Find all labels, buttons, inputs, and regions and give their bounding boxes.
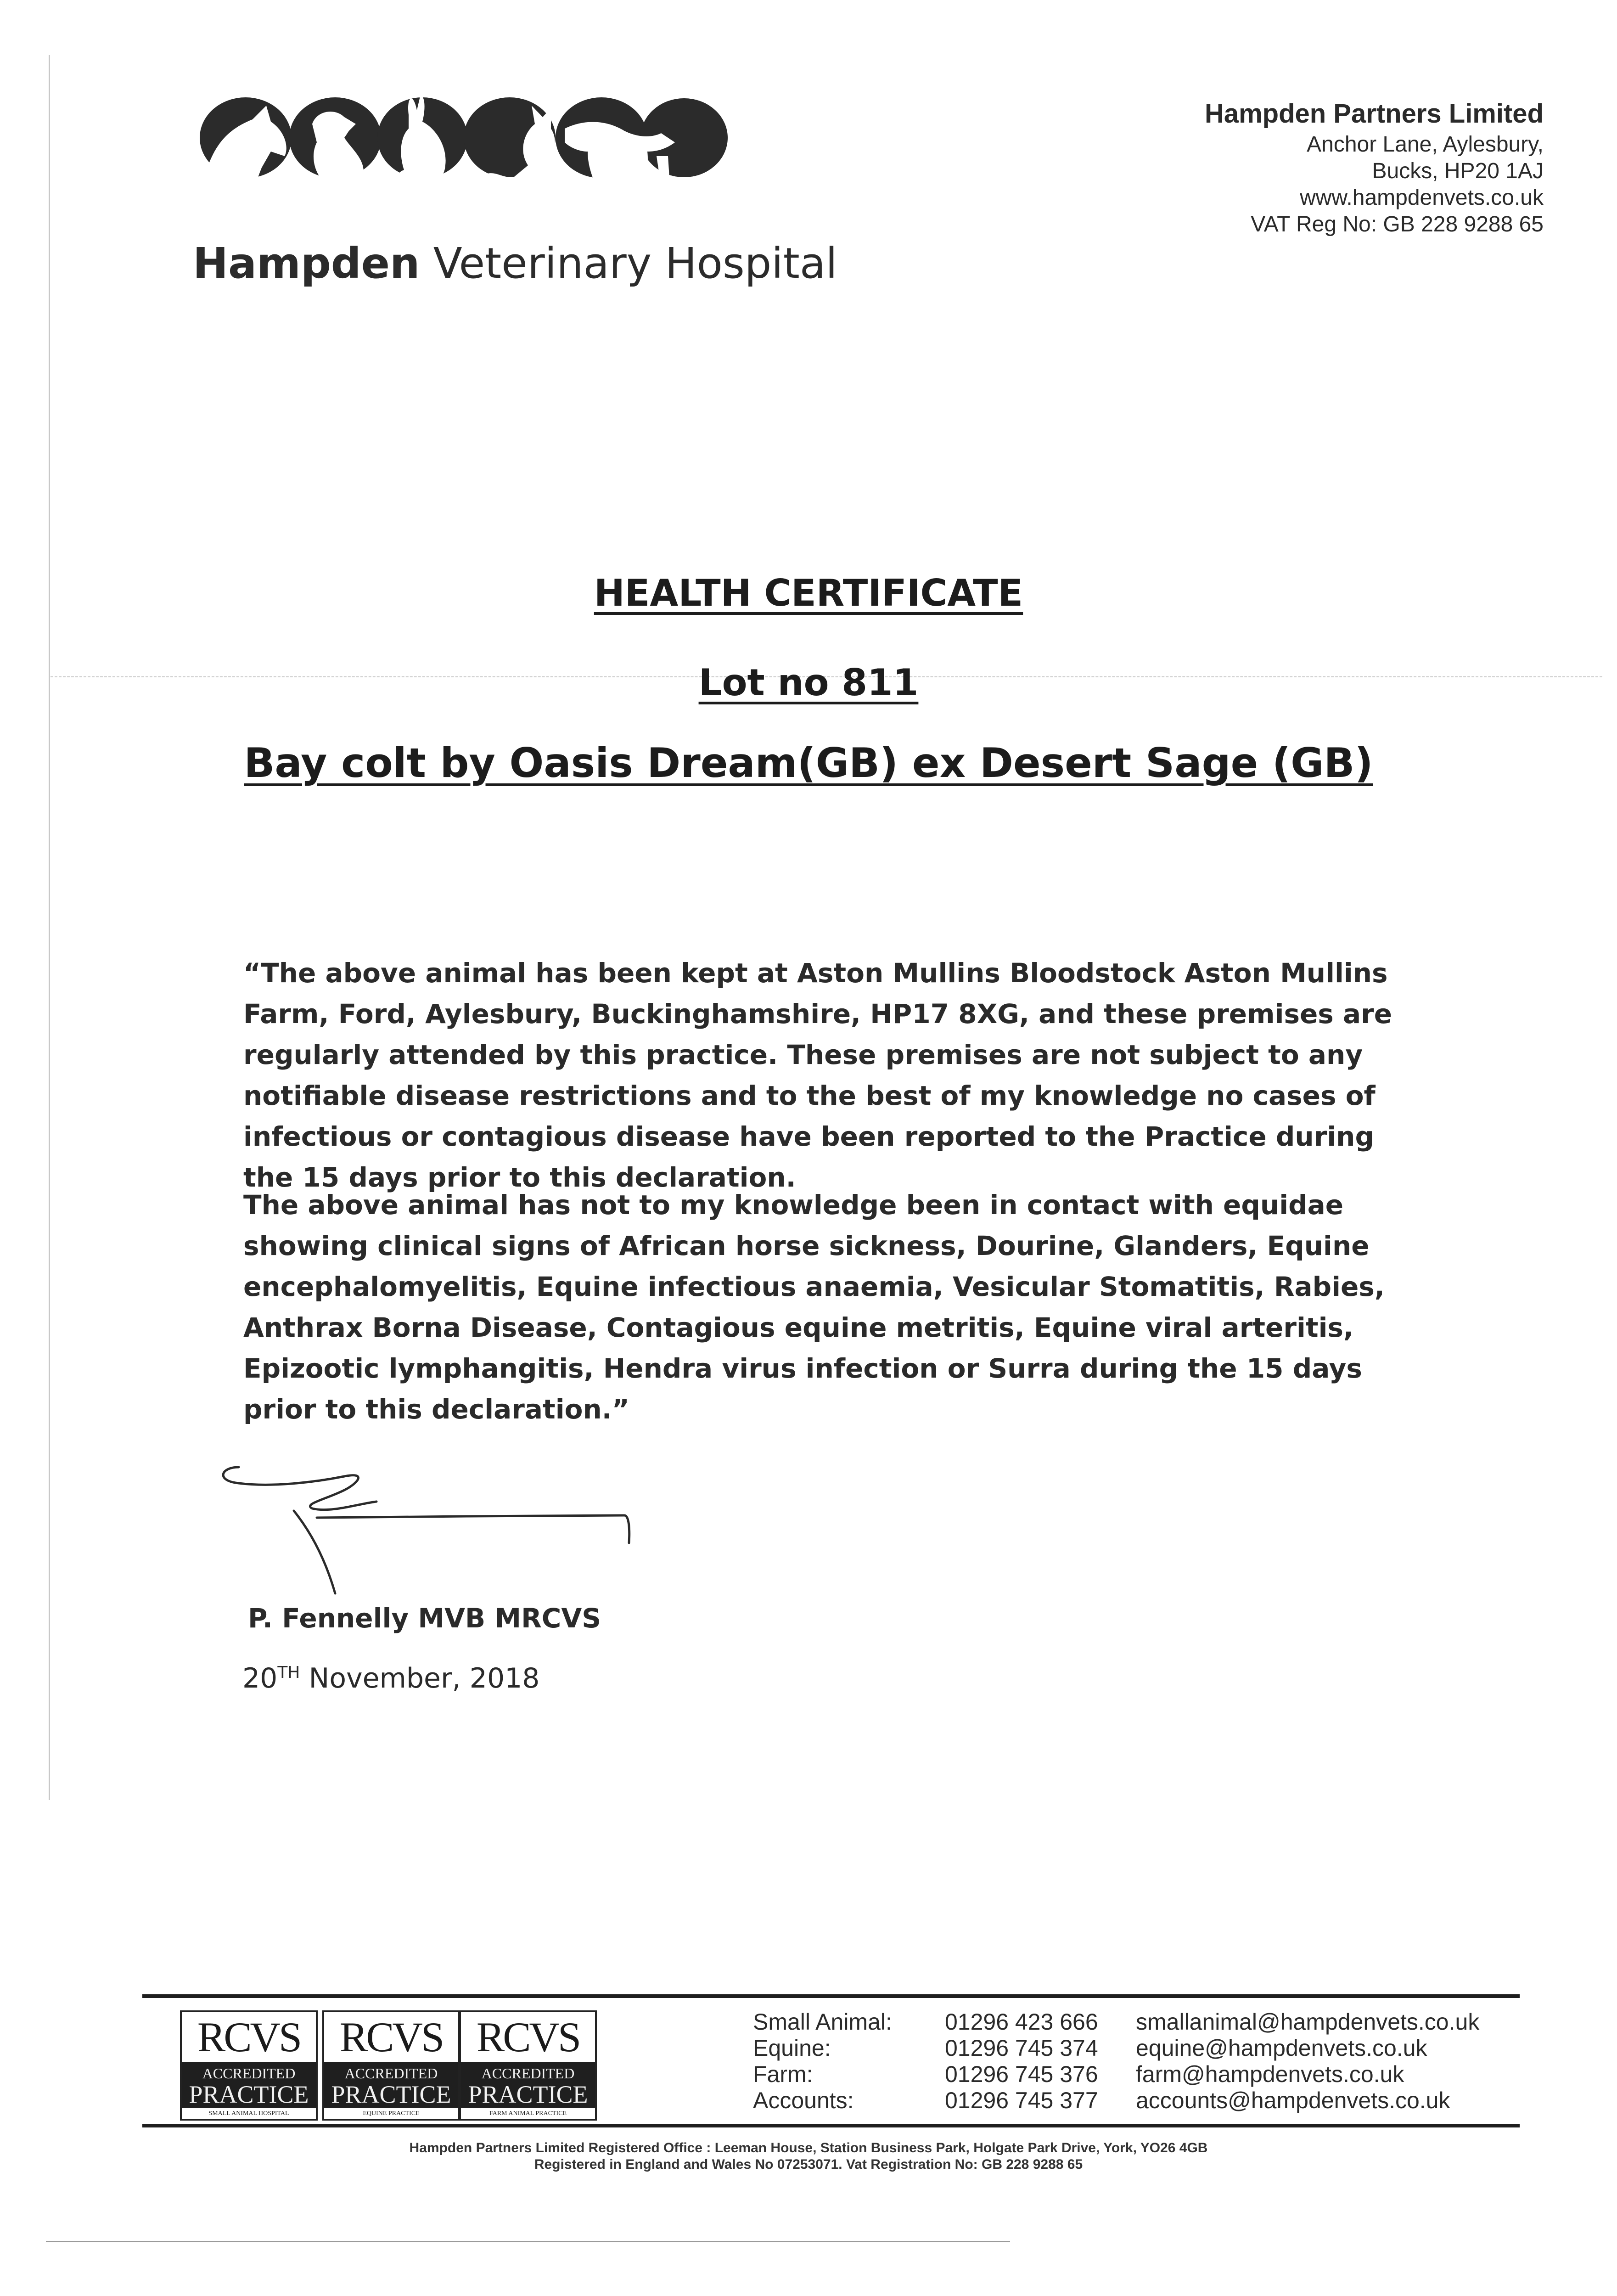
contact-email-equine[interactable]: equine@hampdenvets.co.uk: [1136, 2035, 1427, 2061]
registration-number-line: Registered in England and Wales No 07253071. Vat Registration No: GB 228 9288 65: [534, 2157, 1083, 2172]
rcvs-logo-text: RCVS: [339, 2014, 443, 2060]
lot-number: Lot no 811: [698, 661, 919, 704]
rcvs-logo-text: RCVS: [476, 2014, 580, 2060]
accredited-label: ACCREDITED: [202, 2065, 296, 2082]
contact-phone-accounts: 01296 745 377: [945, 2088, 1098, 2113]
horse-description: Bay colt by Oasis Dream(GB) ex Desert Sage (GB): [244, 739, 1373, 787]
rcvs-badge-small-animal: [180, 2010, 318, 2121]
registered-office-info: [0, 2140, 1617, 2173]
contact-phone-small-animal: 01296 423 666: [945, 2009, 1098, 2035]
footer-bottom-rule: [142, 2124, 1520, 2127]
accredited-practice-box: [461, 2062, 595, 2108]
contact-label-small-animal: Small Animal:: [753, 2009, 892, 2035]
animal-silhouettes-logo: [197, 87, 739, 234]
badge-subtitle: SMALL ANIMAL HOSPITAL: [208, 2110, 289, 2117]
practice-label: PRACTICE: [468, 2081, 588, 2108]
accredited-label: ACCREDITED: [344, 2065, 438, 2082]
badge-subtitle: FARM ANIMAL PRACTICE: [489, 2110, 567, 2117]
logo-wordmark: [193, 239, 837, 288]
registered-office-line: Hampden Partners Limited Registered Office : Leeman House, Station Business Park, Holgate Park Drive, York, YO26 4GB: [409, 2140, 1208, 2155]
logo-text-regular: Veterinary Hospital: [420, 239, 837, 288]
contact-email-farm[interactable]: farm@hampdenvets.co.uk: [1136, 2061, 1404, 2087]
address-line: Bucks, HP20 1AJ: [1372, 159, 1544, 183]
rcvs-logo-text: RCVS: [197, 2014, 301, 2060]
practice-label: PRACTICE: [189, 2081, 309, 2108]
contact-phone-farm: 01296 745 376: [945, 2061, 1098, 2087]
practice-label: PRACTICE: [331, 2081, 451, 2108]
accredited-label: ACCREDITED: [481, 2065, 575, 2082]
scan-edge-line: [49, 55, 50, 1800]
declaration-paragraph-2: The above animal has not to my knowledge been in contact with equidae showing clinical signs of African horse sickness, Dourine, Glanders, Equine encephalomyelitis, Equine infectious anaemia, Vesicular Stomatitis, Rabies, Anthrax Borna Disease, Contagious equine metritis, Equine viral arteritis, Epizootic lymphangitis, Hendra virus infection or Surra during the 15 days prior to this declaration.”: [243, 1189, 1385, 1425]
scan-bottom-line: [46, 2241, 1010, 2242]
contact-email-small-animal[interactable]: smallanimal@hampdenvets.co.uk: [1136, 2009, 1480, 2035]
vat-line: VAT Reg No: GB 228 9288 65: [1251, 212, 1544, 236]
company-address-block: [1205, 96, 1544, 238]
contact-phone-equine: 01296 745 374: [945, 2035, 1098, 2061]
accredited-practice-box: [182, 2062, 316, 2108]
footer-top-rule: [142, 1994, 1520, 1998]
contact-label-farm: Farm:: [753, 2061, 813, 2087]
company-name: Hampden Partners Limited: [1204, 99, 1544, 129]
address-line: Anchor Lane, Aylesbury,: [1307, 132, 1544, 157]
website-line: www.hampdenvets.co.uk: [1300, 186, 1544, 210]
certificate-date: [242, 1662, 539, 1694]
date-month-year: November, 2018: [300, 1662, 540, 1694]
logo-text-bold: Hampden: [193, 239, 420, 288]
accredited-practice-box: [324, 2062, 458, 2108]
date-day: 20: [242, 1662, 278, 1694]
handwritten-signature: [211, 1456, 661, 1612]
contact-label-equine: Equine:: [753, 2035, 831, 2061]
certificate-title: HEALTH CERTIFICATE: [594, 572, 1023, 614]
declaration-paragraph-1: “The above animal has been kept at Aston Mullins Bloodstock Aston Mullins Farm, Ford, Aylesbury, Buckinghamshire, HP17 8XG, and these premises are regularly attended by this practice. These premises are not subject to any notifiable disease restrictions and to the best of my knowledge no cases of infectious or contagious disease have been reported to the Practice during the 15 days prior to this declaration.: [243, 957, 1392, 1193]
rcvs-badge-farm-animal: [459, 2010, 597, 2121]
signatory-name: P. Fennelly MVB MRCVS: [248, 1603, 601, 1634]
contact-label-accounts: Accounts:: [753, 2088, 854, 2113]
contact-email-accounts[interactable]: accounts@hampdenvets.co.uk: [1136, 2088, 1450, 2113]
date-suffix: TH: [277, 1663, 300, 1682]
rcvs-badge-equine: [322, 2010, 460, 2121]
badge-subtitle: EQUINE PRACTICE: [363, 2110, 420, 2117]
